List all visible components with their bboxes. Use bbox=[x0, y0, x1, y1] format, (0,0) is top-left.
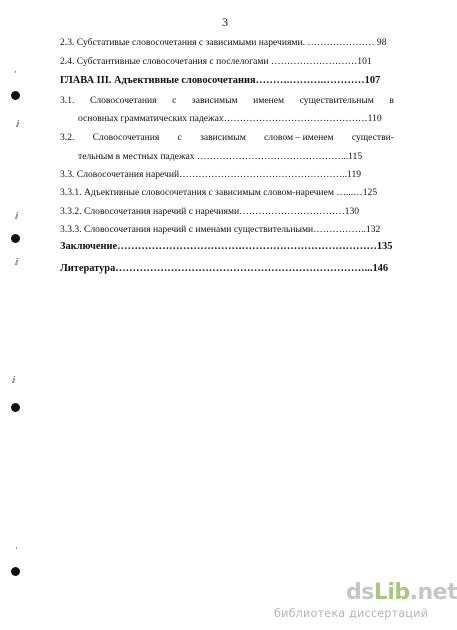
scan-speck: ⅈ bbox=[15, 258, 19, 268]
punch-hole-mark bbox=[11, 234, 20, 243]
toc-entry-3-3: 3.3. Словосочетания наречий……………………………………………..119 bbox=[60, 169, 362, 180]
toc-word: именем bbox=[253, 95, 285, 106]
toc-entry-2-4: 2.4. Субстантивные словосочетания с послелогами ………………………101 bbox=[60, 56, 372, 67]
toc-word: Словосочетания bbox=[89, 95, 157, 106]
toc-entry-3-1-line1 bbox=[60, 95, 394, 107]
toc-entry-3-3-3: 3.3.3. Словосочетания наречий с именами существительными……………..132 bbox=[60, 224, 381, 235]
scan-speck: ⅈ bbox=[16, 120, 20, 130]
toc-word: зависимым bbox=[200, 132, 246, 143]
scan-speck: · bbox=[14, 68, 17, 78]
toc-word: существи- bbox=[351, 132, 394, 143]
toc-word: в bbox=[389, 95, 394, 106]
dslib-subtitle: библиотека диссертаций bbox=[274, 607, 429, 620]
toc-word: 3.2. bbox=[60, 132, 75, 143]
toc-word: 3.1. bbox=[60, 95, 75, 106]
punch-hole-mark bbox=[11, 91, 20, 100]
dslib-logo bbox=[346, 580, 457, 605]
toc-word: с bbox=[177, 132, 182, 143]
logo-text-net: .net bbox=[409, 580, 457, 605]
toc-word: зависимым bbox=[191, 95, 238, 106]
scan-speck: ⅈ bbox=[12, 376, 16, 386]
toc-entry-chapter-3: ГЛАВА III. Адъективные словосочетания……….……….…………107 bbox=[60, 75, 381, 86]
toc-entry-conclusion: Заключение…………………………………………………………………135 bbox=[60, 241, 393, 252]
toc-word: Словосочетания bbox=[92, 132, 160, 143]
scan-speck: ⅈ bbox=[15, 212, 19, 222]
toc-word: существительным bbox=[299, 95, 374, 106]
punch-hole-mark bbox=[11, 403, 20, 412]
toc-entry-3-2-line2: тельным в местных падежах ………………………………………...115 bbox=[78, 151, 363, 162]
toc-entry-3-3-1: 3.3.1. Адъективные словосочетания с зависимым словом-наречием …...…125 bbox=[60, 187, 378, 198]
toc-entry-literature: Литература………………………………………………………………...146 bbox=[60, 263, 389, 274]
toc-entry-3-3-2: 3.3.2. Словосочетания наречий с наречиями……………………………130 bbox=[60, 206, 360, 217]
scan-speck: · bbox=[15, 544, 18, 554]
punch-hole-mark bbox=[11, 567, 20, 576]
toc-entry-3-2-line1 bbox=[60, 132, 394, 144]
toc-entry-3-1-line2: основных грамматических падежах………………………………………110 bbox=[78, 113, 382, 124]
logo-text-lib: Lib bbox=[373, 580, 410, 605]
page-number: 3 bbox=[222, 15, 228, 29]
logo-text-ds: ds bbox=[346, 580, 374, 605]
toc-entry-2-3: 2.3. Субстативые словосочетания с зависимыми наречиями. ………………… 98 bbox=[60, 37, 387, 48]
toc-word: словом – именем bbox=[264, 132, 334, 143]
toc-word: с bbox=[172, 95, 177, 106]
